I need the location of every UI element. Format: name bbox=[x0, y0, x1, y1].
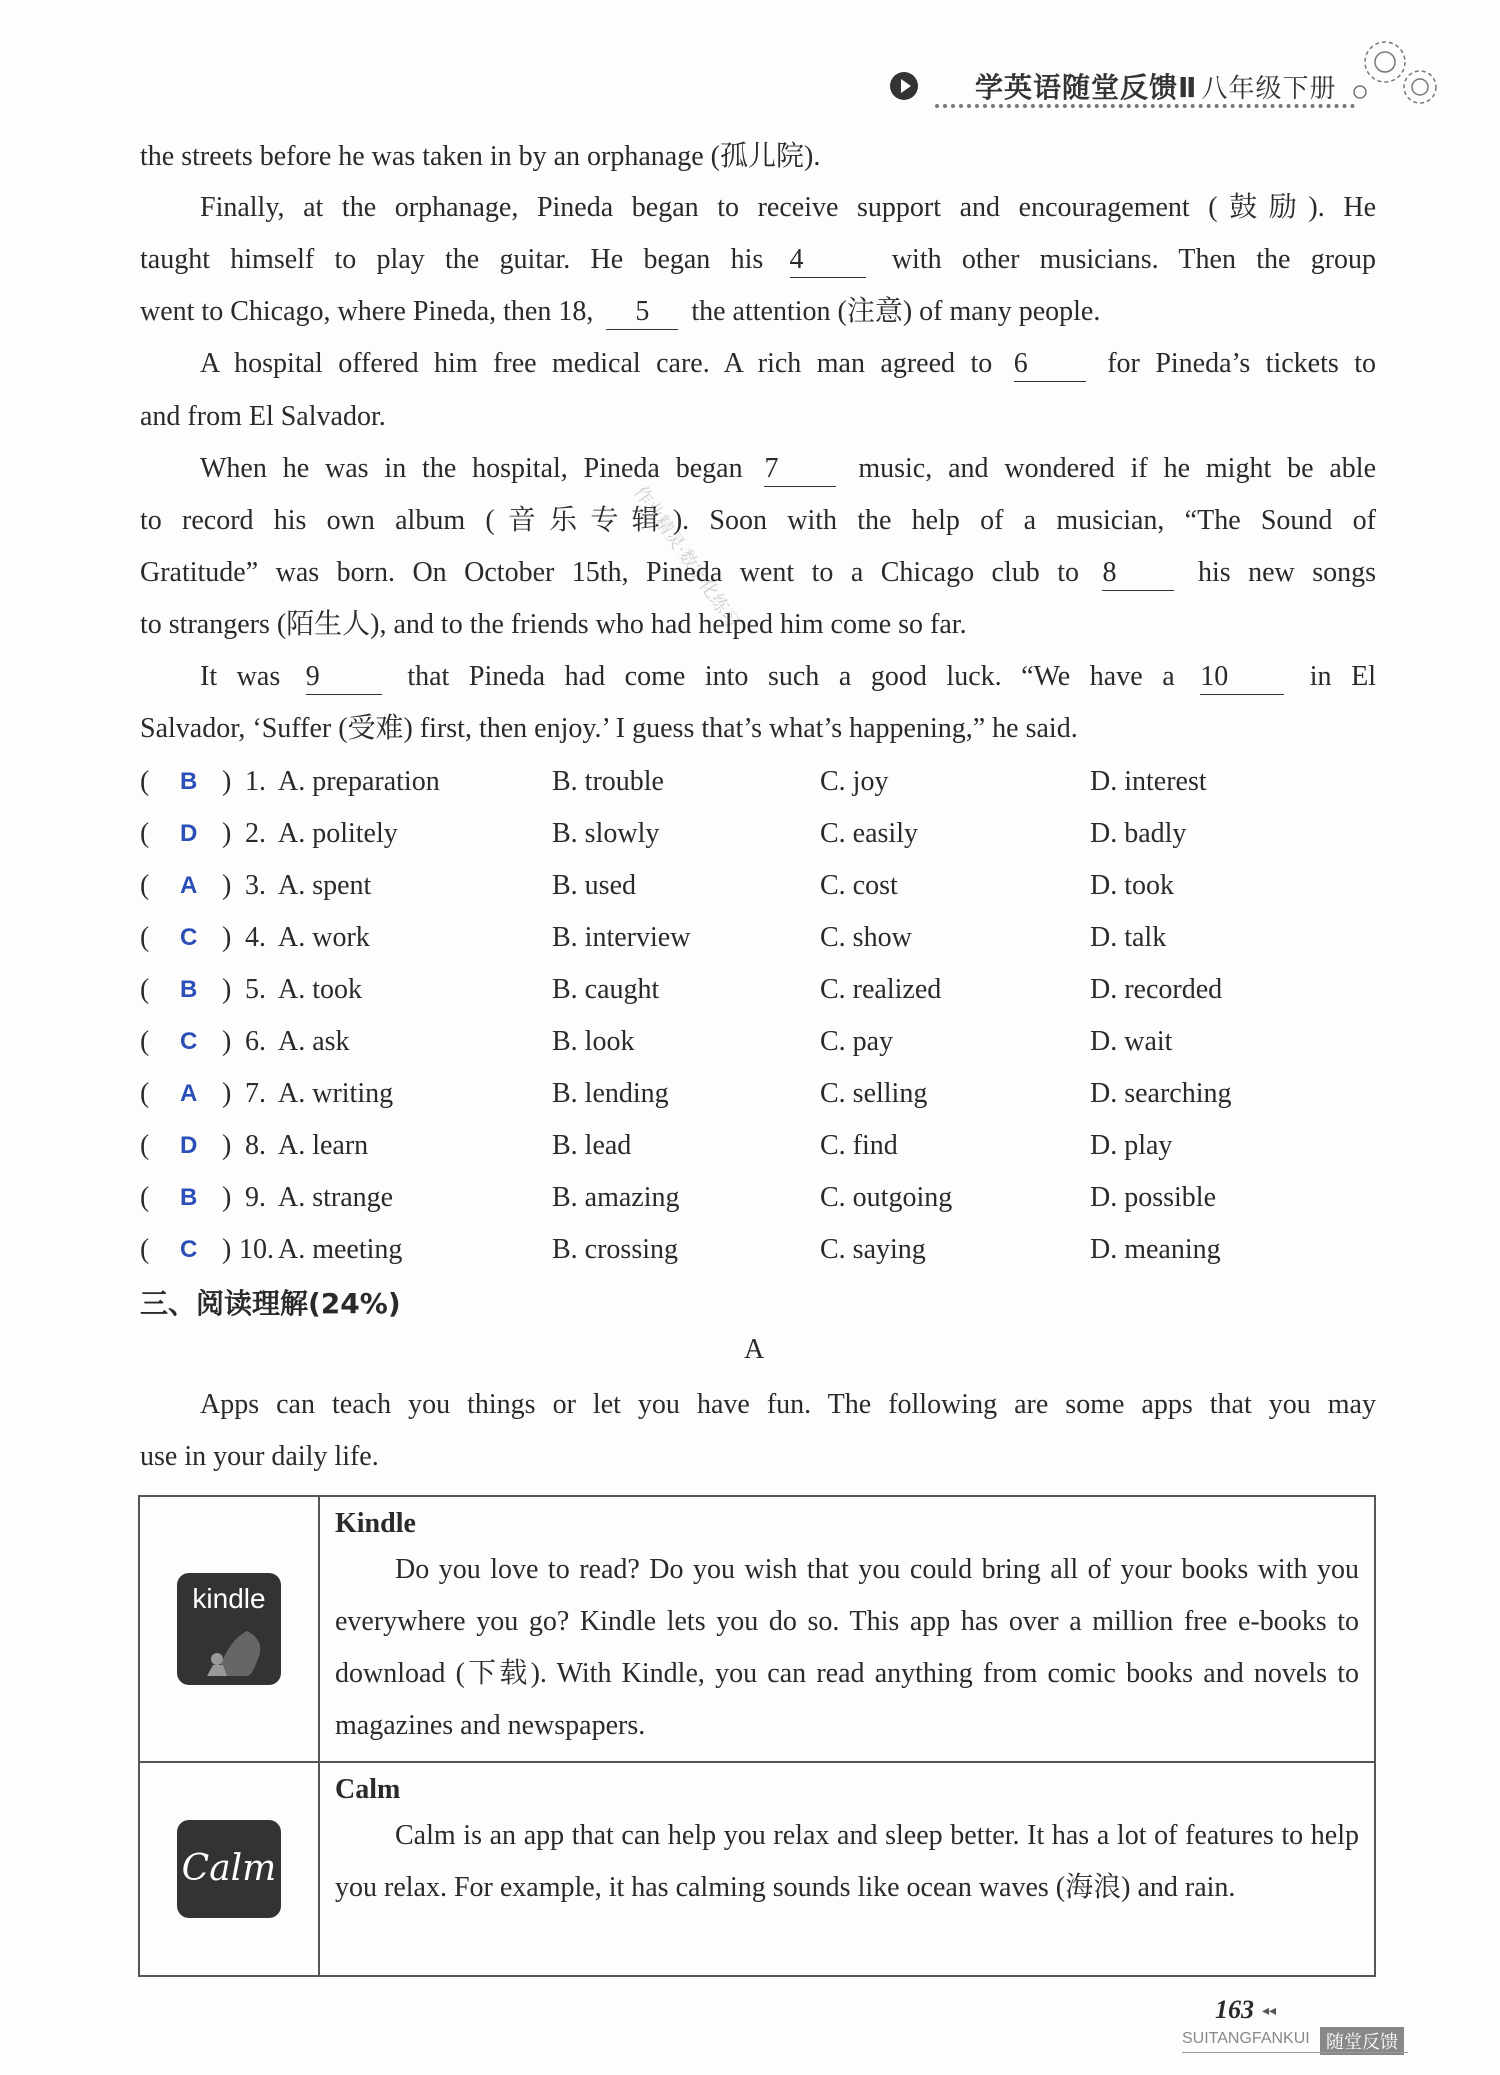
passage-text: that Pineda had come into such a good luck. “We have a bbox=[407, 661, 1175, 692]
header-divider bbox=[935, 104, 1355, 108]
paren-close: ) bbox=[222, 1130, 232, 1161]
app-row-kindle bbox=[139, 1496, 1375, 1762]
flower-decoration-icon bbox=[1340, 22, 1450, 122]
answer-choice: D bbox=[180, 1132, 198, 1159]
option-b: B. crossing bbox=[552, 1234, 678, 1265]
question-number: 2. bbox=[245, 818, 266, 849]
option-c: C. pay bbox=[820, 1026, 894, 1057]
option-b: B. lending bbox=[552, 1078, 669, 1109]
question-number: 7. bbox=[245, 1078, 266, 1109]
app-icon-cell bbox=[139, 1496, 319, 1762]
passage-line bbox=[200, 657, 1376, 697]
passage-text: music, and wondered if he might be able bbox=[858, 453, 1377, 484]
passage-text: his new songs bbox=[1197, 557, 1377, 588]
question-number: 9. bbox=[245, 1182, 266, 1213]
passage-line bbox=[200, 449, 1376, 489]
paren-close: ) bbox=[222, 974, 232, 1005]
app-name: Calm bbox=[335, 1774, 401, 1805]
option-a: A. took bbox=[278, 974, 362, 1005]
passage-line: and from El Salvador. bbox=[140, 401, 386, 432]
option-c: C. show bbox=[820, 922, 912, 953]
passage-text: with other musicians. Then the group bbox=[891, 244, 1377, 275]
option-c: C. joy bbox=[820, 766, 889, 797]
passage-text: went to Chicago, where Pineda, then 18, bbox=[140, 296, 594, 327]
paren-open: ( bbox=[140, 818, 150, 849]
question-number: 3. bbox=[245, 870, 266, 901]
series-title: 学英语随堂反馈Ⅱ bbox=[975, 71, 1198, 104]
option-b: B. interview bbox=[552, 922, 691, 953]
app-description-cell bbox=[319, 1762, 1375, 1976]
grade-subtitle: 八年级下册 bbox=[1201, 74, 1337, 104]
option-d: D. recorded bbox=[1090, 974, 1223, 1005]
option-a: A. work bbox=[278, 922, 370, 953]
question-number: 10. bbox=[239, 1234, 274, 1265]
answer-choice: D bbox=[180, 820, 198, 847]
blank-10: 10 bbox=[1200, 660, 1284, 695]
option-b: B. trouble bbox=[552, 766, 664, 797]
option-b: B. lead bbox=[552, 1130, 632, 1161]
paren-open: ( bbox=[140, 1182, 150, 1213]
calm-icon-label: Calm bbox=[181, 1848, 277, 1889]
option-c: C. easily bbox=[820, 818, 918, 849]
answer-choice: B bbox=[180, 976, 198, 1003]
option-d: D. searching bbox=[1090, 1078, 1232, 1109]
kindle-icon bbox=[177, 1573, 281, 1685]
answer-choice: A bbox=[180, 1080, 198, 1107]
option-d: D. badly bbox=[1090, 818, 1187, 849]
paren-close: ) bbox=[222, 1182, 232, 1213]
option-c: C. realized bbox=[820, 974, 942, 1005]
passage-line: Salvador, ‘Suffer (受难) first, then enjoy.’ I guess that’s what’s happening,” he said. bbox=[140, 713, 1078, 744]
passage-text: Finally, at the orphanage, Pineda began to receive support and encouragement (鼓励). He bbox=[200, 192, 1376, 223]
app-description-cell bbox=[319, 1496, 1375, 1762]
option-d: D. took bbox=[1090, 870, 1174, 901]
question-number: 1. bbox=[245, 766, 266, 797]
paren-open: ( bbox=[140, 766, 150, 797]
passage-line bbox=[140, 553, 1376, 593]
option-d: D. interest bbox=[1090, 766, 1207, 797]
option-b: B. slowly bbox=[552, 818, 660, 849]
option-d: D. talk bbox=[1090, 922, 1167, 953]
passage-text: taught himself to play the guitar. He began his bbox=[140, 244, 764, 275]
watermark: 作业精灵·数字化练习 bbox=[629, 482, 743, 632]
paren-close: ) bbox=[222, 1026, 232, 1057]
footer-divider bbox=[1182, 2052, 1408, 2053]
passage-line bbox=[140, 292, 1100, 332]
passage-line: the streets before he was taken in by an orphanage (孤儿院). bbox=[140, 141, 821, 172]
option-c: C. selling bbox=[820, 1078, 928, 1109]
passage-line: to strangers (陌生人), and to the friends who had helped him come so far. bbox=[140, 609, 967, 640]
blank-9: 9 bbox=[306, 660, 382, 695]
intro-line: use in your daily life. bbox=[140, 1441, 379, 1472]
question-number: 5. bbox=[245, 974, 266, 1005]
section-heading: 三、阅读理解(24%) bbox=[140, 1287, 401, 1320]
passage-line bbox=[200, 344, 1376, 384]
paren-close: ) bbox=[222, 1234, 232, 1265]
answer-choice: B bbox=[180, 768, 198, 795]
intro-line: Apps can teach you things or let you have fun. The following are some apps that you may bbox=[200, 1389, 1376, 1420]
option-b: B. amazing bbox=[552, 1182, 680, 1213]
question-number: 8. bbox=[245, 1130, 266, 1161]
option-d: D. meaning bbox=[1090, 1234, 1221, 1265]
paren-close: ) bbox=[222, 766, 232, 797]
passage-text: Gratitude” was born. On October 15th, Pineda went to a Chicago club to bbox=[140, 557, 1079, 588]
option-a: A. spent bbox=[278, 870, 372, 901]
app-icon-cell bbox=[139, 1762, 319, 1976]
app-name: Kindle bbox=[335, 1508, 416, 1539]
option-d: D. play bbox=[1090, 1130, 1173, 1161]
calm-icon bbox=[177, 1820, 281, 1918]
blank-4: 4 bbox=[790, 243, 866, 278]
paren-close: ) bbox=[222, 1078, 232, 1109]
book-title bbox=[975, 66, 1336, 106]
option-c: C. saying bbox=[820, 1234, 926, 1265]
footer-badge: 随堂反馈 bbox=[1320, 2027, 1404, 2055]
question-number: 6. bbox=[245, 1026, 266, 1057]
blank-8: 8 bbox=[1102, 556, 1174, 591]
option-b: B. look bbox=[552, 1026, 635, 1057]
option-a: A. politely bbox=[278, 818, 398, 849]
arrows-icon: ◂◂ bbox=[1262, 2004, 1277, 2019]
passage-text: When he was in the hospital, Pineda began bbox=[200, 453, 743, 484]
option-b: B. used bbox=[552, 870, 636, 901]
passage-text: for Pineda’s tickets to bbox=[1107, 348, 1377, 379]
option-a: A. preparation bbox=[278, 766, 440, 797]
app-row-calm bbox=[139, 1762, 1375, 1976]
paren-open: ( bbox=[140, 1234, 150, 1265]
option-a: A. learn bbox=[278, 1130, 369, 1161]
answer-choice: C bbox=[180, 1236, 198, 1263]
passage-text: in El bbox=[1309, 661, 1376, 692]
passage-text: A hospital offered him free medical care. A rich man agreed to bbox=[200, 348, 993, 379]
paren-close: ) bbox=[222, 818, 232, 849]
blank-7: 7 bbox=[764, 452, 836, 487]
option-a: A. meeting bbox=[278, 1234, 403, 1265]
answer-choice: B bbox=[180, 1184, 198, 1211]
option-a: A. ask bbox=[278, 1026, 350, 1057]
option-c: C. find bbox=[820, 1130, 898, 1161]
question-number: 4. bbox=[245, 922, 266, 953]
answer-choice: A bbox=[180, 872, 198, 899]
apps-table bbox=[138, 1495, 1376, 1977]
paren-open: ( bbox=[140, 922, 150, 953]
option-c: C. cost bbox=[820, 870, 898, 901]
app-description: Do you love to read? Do you wish that you could bring all of your books with you everywhere you go? Kindle lets you do so. This app has over a million free e-books to download (下载). With Kindle, you can read anything from comic books and novels to magazines and newspapers. bbox=[335, 1554, 1359, 1741]
footer-pinyin: SUITANGFANKUI bbox=[1182, 2030, 1310, 2047]
passage-line bbox=[140, 240, 1376, 280]
paren-close: ) bbox=[222, 870, 232, 901]
passage-text: the attention (注意) of many people. bbox=[691, 296, 1101, 327]
paren-open: ( bbox=[140, 1078, 150, 1109]
option-b: B. caught bbox=[552, 974, 660, 1005]
option-d: D. wait bbox=[1090, 1026, 1173, 1057]
part-label: A bbox=[744, 1334, 765, 1365]
option-a: A. writing bbox=[278, 1078, 394, 1109]
play-icon bbox=[890, 72, 918, 100]
page-number: 163 bbox=[1215, 1995, 1254, 2024]
paren-open: ( bbox=[140, 870, 150, 901]
option-a: A. strange bbox=[278, 1182, 394, 1213]
paren-close: ) bbox=[222, 922, 232, 953]
paren-open: ( bbox=[140, 974, 150, 1005]
paren-open: ( bbox=[140, 1130, 150, 1161]
option-d: D. possible bbox=[1090, 1182, 1216, 1213]
option-c: C. outgoing bbox=[820, 1182, 953, 1213]
app-description: Calm is an app that can help you relax and sleep better. It has a lot of features to help you relax. For example, it has calming sounds like ocean waves (海浪) and rain. bbox=[335, 1820, 1359, 1903]
kindle-icon-label: kindle bbox=[192, 1583, 266, 1614]
passage-line: to record his own album (音乐专辑). Soon with the help of a musician, “The Sound of bbox=[140, 505, 1376, 536]
blank-6: 6 bbox=[1014, 347, 1086, 382]
blank-5: 5 bbox=[606, 295, 678, 330]
answer-choice: C bbox=[180, 924, 198, 951]
passage-text: It was bbox=[200, 661, 281, 692]
paren-open: ( bbox=[140, 1026, 150, 1057]
reading-tree-icon bbox=[177, 1621, 281, 1681]
passage-line bbox=[140, 188, 1376, 228]
answer-choice: C bbox=[180, 1028, 198, 1055]
